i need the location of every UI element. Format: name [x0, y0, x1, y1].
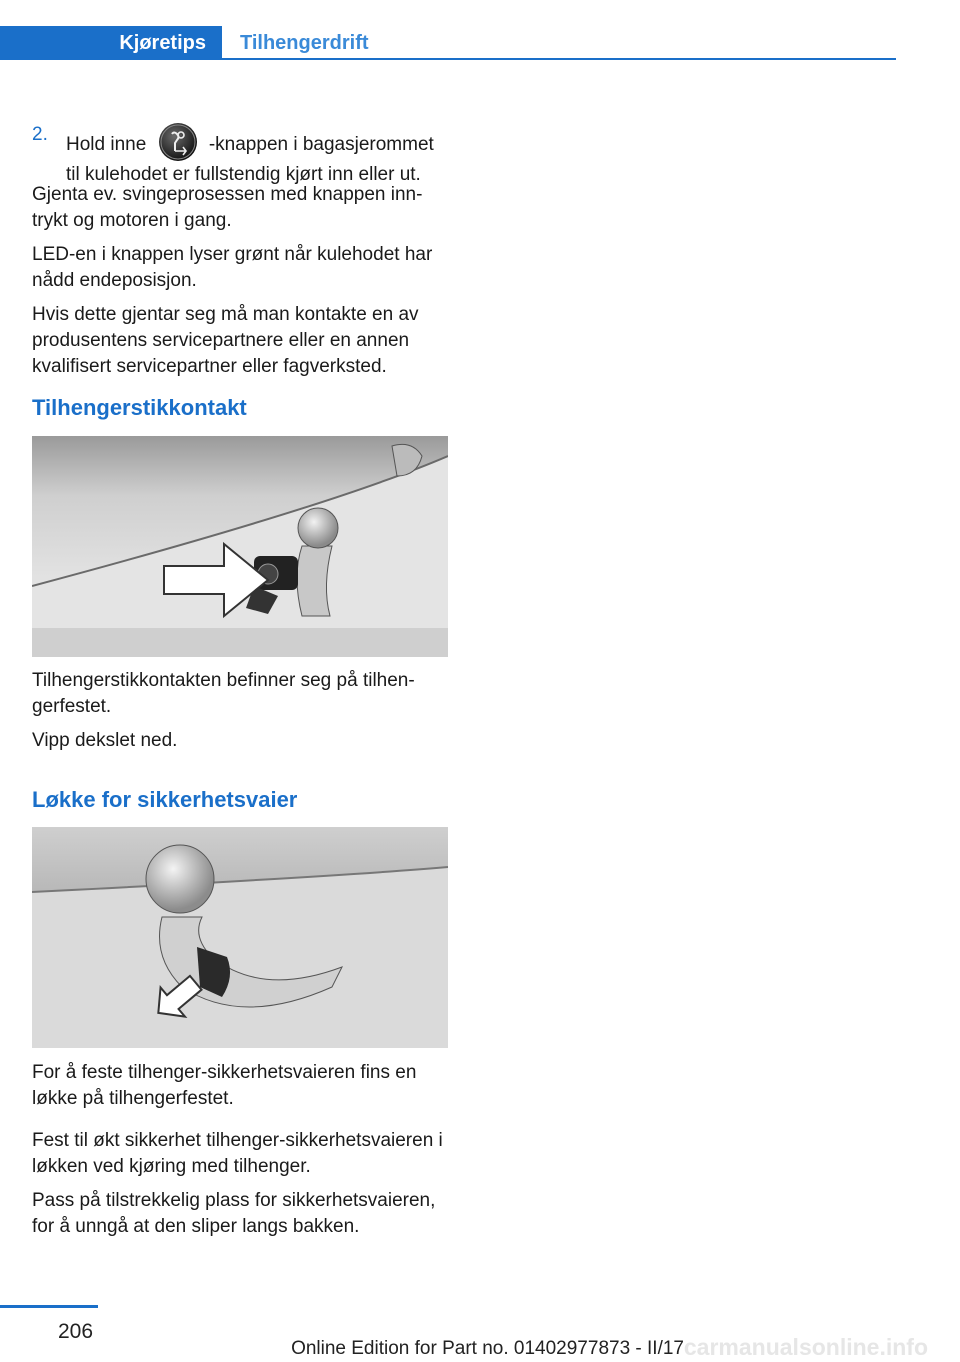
edition-note: Online Edition for Part no. 01402977873 - II/17: [291, 1338, 684, 1359]
section-heading: Løkke for sikkerhetsvaier: [32, 787, 298, 812]
step-text-before: Hold inne: [66, 134, 147, 155]
section-safety-loop-text: [32, 1060, 448, 1240]
trailer-socket-illustration: [32, 436, 448, 657]
paragraph: Tilhengerstikkontakten befinner seg på tilhengerfestet.: [32, 670, 415, 717]
section-safety-loop-heading-wrap: [32, 787, 448, 813]
paragraph: Hvis dette gjentar seg må man kontakte en av produsentens servicepartnere eller en annen kvalifisert servicepartner eller fagverksted.: [32, 304, 419, 377]
intro-paragraphs: [32, 182, 448, 380]
page-number: 206: [58, 1320, 94, 1343]
towbar-button-icon: [158, 122, 198, 162]
safety-cable-loop-illustration: [32, 827, 448, 1048]
paragraph: For å feste tilhenger-sikkerhetsvaieren fins en løkke på tilhengerfestet.: [32, 1062, 417, 1109]
paragraph: Vipp dekslet ned.: [32, 730, 178, 751]
step-text: [66, 122, 448, 188]
watermark: carmanualsonline.info: [683, 1334, 928, 1360]
step-2: [32, 122, 448, 188]
paragraph: Pass på tilstrekkelig plass for sikkerhetsvaieren, for å unngå at den sliper langs bakken.: [32, 1190, 436, 1237]
footer-rule: [0, 1305, 98, 1308]
paragraph: Fest til økt sikkerhet tilhenger-sikkerhetsvaieren i løkken ved kjøring med tilhenger.: [32, 1130, 443, 1177]
paragraph: LED-en i knappen lyser grønt når kulehodet har nådd endeposisjon.: [32, 244, 433, 291]
header-rule: [222, 58, 896, 60]
tab-kjoretips[interactable]: Kjøretips: [0, 26, 222, 60]
section-trailer-socket-heading-wrap: [32, 395, 448, 421]
paragraph: Gjenta ev. svingeprosessen med knappen inntrykt og motoren i gang.: [32, 184, 423, 231]
step-number: 2.: [32, 124, 48, 145]
header-tabs: [0, 26, 896, 60]
section-heading: Tilhengerstikkontakt: [32, 395, 247, 420]
tab-tilhengerdrift[interactable]: Tilhengerdrift: [240, 31, 369, 54]
step-text-after: -knappen i bagasjerommet til kulehodet er fullstendig kjørt inn eller ut.: [66, 134, 434, 185]
section-trailer-socket-text: [32, 668, 448, 754]
